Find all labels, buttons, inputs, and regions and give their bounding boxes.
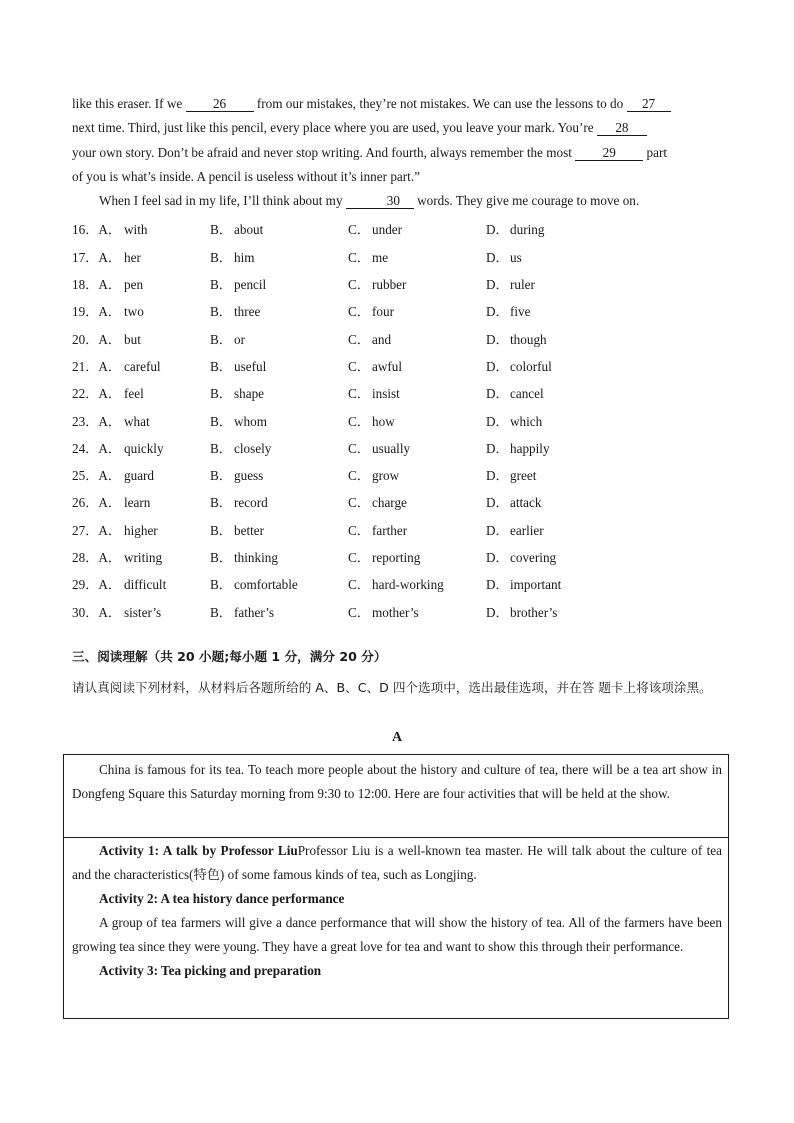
question-row: [72, 380, 722, 407]
question-row: [72, 326, 722, 353]
option-c: and: [372, 331, 392, 347]
option-d: attack: [510, 495, 542, 511]
option-d: during: [510, 222, 545, 238]
option-a: writing: [124, 550, 163, 566]
option-c-letter: C．: [348, 522, 370, 538]
question-number: 18．A．: [72, 277, 122, 293]
section-heading: 三、阅读理解（共 20 小题;每小题 1 分，满分 20 分）: [72, 649, 387, 664]
option-b-letter: B．: [210, 413, 232, 429]
question-row: [72, 408, 722, 435]
cloze-passage: [72, 92, 722, 626]
option-a: quickly: [124, 440, 164, 456]
option-d-letter: D．: [486, 222, 509, 238]
cloze-line-3: [72, 141, 722, 165]
option-c-letter: C．: [348, 222, 370, 238]
option-d: us: [510, 249, 522, 265]
option-a: difficult: [124, 577, 167, 593]
blank-28: 28: [597, 121, 647, 136]
text: like this eraser. If we: [72, 96, 183, 111]
text: your own story. Don’t be afraid and never stop writing. And fourth, always remember the most: [72, 144, 572, 160]
question-row: [72, 544, 722, 571]
question-number: 22．A．: [72, 386, 122, 402]
option-d-letter: D．: [486, 358, 509, 374]
option-b: better: [234, 522, 265, 538]
option-b-letter: B．: [210, 386, 232, 402]
question-number: 24．A．: [72, 440, 122, 456]
option-a: learn: [124, 495, 151, 511]
passage-box: [63, 754, 729, 1019]
question-row: [72, 599, 722, 626]
option-c-letter: C．: [348, 440, 370, 456]
option-c-letter: C．: [348, 495, 370, 511]
blank-29: 29: [575, 146, 643, 161]
question-row: [72, 353, 722, 380]
option-c: how: [372, 413, 395, 429]
option-b-letter: B．: [210, 577, 232, 593]
blank-27: 27: [627, 97, 671, 112]
question-number: 19．A．: [72, 304, 122, 320]
option-d-letter: D．: [486, 550, 509, 566]
option-b-letter: B．: [210, 358, 232, 374]
question-row: [72, 489, 722, 516]
option-b-letter: B．: [210, 440, 232, 456]
cloze-line-4: of you is what’s inside. A pencil is useless without it’s inner part.”: [72, 168, 420, 184]
option-a: higher: [124, 522, 158, 538]
option-b: pencil: [234, 277, 267, 293]
option-c: grow: [372, 468, 400, 484]
option-d: five: [510, 304, 531, 320]
option-c: charge: [372, 495, 407, 511]
option-b-letter: B．: [210, 331, 232, 347]
option-c: me: [372, 249, 389, 265]
question-number: 28．A．: [72, 550, 122, 566]
option-b: three: [234, 304, 261, 320]
activity-1-text: Professor Liu is a well-known tea master. He will talk about the culture of tea and the characteristics(特色) of some famous kinds of tea, such as Longjing.: [72, 843, 722, 882]
option-b-letter: B．: [210, 522, 232, 538]
option-c-letter: C．: [348, 358, 370, 374]
option-d: earlier: [510, 522, 544, 538]
option-d: important: [510, 577, 562, 593]
text: part: [646, 144, 668, 160]
option-b: shape: [234, 386, 265, 402]
option-b-letter: B．: [210, 495, 232, 511]
option-d-letter: D．: [486, 468, 509, 484]
option-a: sister’s: [124, 604, 162, 620]
option-c: hard-working: [372, 577, 444, 593]
option-b: or: [234, 331, 245, 347]
question-row: [72, 244, 722, 271]
option-c-letter: C．: [348, 577, 370, 593]
option-c: four: [372, 304, 394, 320]
passage-intro: China is famous for its tea. To teach more people about the history and culture of tea, there will be a tea art show in Dongfeng Square this Saturday morning from 9:30 to 12:00. Here are four activities that will be held at the show.: [72, 762, 722, 801]
passage-label: A: [391, 730, 403, 745]
option-c-letter: C．: [348, 304, 370, 320]
option-b: useful: [234, 358, 267, 374]
option-c: insist: [372, 386, 400, 402]
option-a: what: [124, 413, 150, 429]
option-b: about: [234, 222, 264, 238]
cloze-line-5: [72, 189, 722, 213]
option-a: but: [124, 331, 141, 347]
option-a: her: [124, 249, 141, 265]
question-row: [72, 298, 722, 325]
option-d-letter: D．: [486, 277, 509, 293]
cloze-line-1: [72, 92, 722, 116]
option-c-letter: C．: [348, 386, 370, 402]
option-b-letter: B．: [210, 249, 232, 265]
option-a: feel: [124, 386, 144, 402]
passage-intro-cell: [72, 758, 722, 806]
option-d-letter: D．: [486, 440, 509, 456]
blank-30: 30: [346, 194, 414, 209]
option-b: him: [234, 249, 255, 265]
table-divider: [64, 837, 728, 838]
option-b: whom: [234, 413, 267, 429]
option-a: careful: [124, 358, 161, 374]
option-a: with: [124, 222, 148, 238]
option-d-letter: D．: [486, 304, 509, 320]
option-d-letter: D．: [486, 604, 509, 620]
blank-26: 26: [186, 97, 254, 112]
text: When I feel sad in my life, I’ll think about my: [99, 193, 343, 209]
question-number: 21．A．: [72, 358, 122, 374]
option-b: guess: [234, 468, 264, 484]
option-d: greet: [510, 468, 537, 484]
option-d: cancel: [510, 386, 544, 402]
option-d-letter: D．: [486, 386, 509, 402]
activity-3-heading: Activity 3: Tea picking and preparation: [99, 963, 322, 978]
cloze-line-2: [72, 116, 722, 140]
activity-2-heading: Activity 2: A tea history dance performance: [99, 891, 345, 906]
option-d: colorful: [510, 358, 552, 374]
option-b: father’s: [234, 604, 275, 620]
option-c: under: [372, 222, 403, 238]
option-b: closely: [234, 440, 272, 456]
activities-cell: [72, 839, 722, 983]
option-b: thinking: [234, 550, 278, 566]
question-row: [72, 517, 722, 544]
option-b-letter: B．: [210, 550, 232, 566]
activity-1-title: Activity 1: A talk by Professor Liu: [99, 843, 298, 858]
option-a: pen: [124, 277, 144, 293]
question-number: 27．A．: [72, 522, 122, 538]
text: from our mistakes, they’re not mistakes. We can use the lessons to do: [256, 96, 624, 111]
question-row: [72, 435, 722, 462]
option-c-letter: C．: [348, 249, 370, 265]
question-number: 30．A．: [72, 604, 122, 620]
option-c-letter: C．: [348, 468, 370, 484]
option-c: reporting: [372, 550, 421, 566]
option-b: comfortable: [234, 577, 298, 593]
option-c: farther: [372, 522, 408, 538]
answer-options: [72, 216, 722, 625]
option-d: though: [510, 331, 547, 347]
option-c-letter: C．: [348, 277, 370, 293]
option-d-letter: D．: [486, 522, 509, 538]
option-c-letter: C．: [348, 604, 370, 620]
option-c: mother’s: [372, 604, 419, 620]
question-number: 17．A．: [72, 249, 122, 265]
question-row: [72, 462, 722, 489]
option-d: happily: [510, 440, 550, 456]
question-row: [72, 571, 722, 598]
option-b-letter: B．: [210, 304, 232, 320]
option-d-letter: D．: [486, 577, 509, 593]
option-c: usually: [372, 440, 411, 456]
option-b: record: [234, 495, 268, 511]
question-row: [72, 216, 722, 243]
option-c-letter: C．: [348, 413, 370, 429]
text: words. They give me courage to move on.: [417, 193, 640, 209]
question-number: 29．A．: [72, 577, 122, 593]
option-d-letter: D．: [486, 413, 509, 429]
option-c-letter: C．: [348, 331, 370, 347]
question-number: 16．A．: [72, 222, 122, 238]
activity-2-title: [72, 887, 722, 911]
question-number: 25．A．: [72, 468, 122, 484]
option-d-letter: D．: [486, 249, 509, 265]
section-instruction: 请认真阅读下列材料，从材料后各题所给的 A、B、C、D 四个选项中，选出最佳选项，并在答 题卡上将该项涂黑。: [72, 680, 712, 695]
option-c-letter: C．: [348, 550, 370, 566]
text: next time. Third, just like this pencil, every place where you are used, you leave your mark. You’re: [72, 120, 594, 136]
option-b-letter: B．: [210, 277, 232, 293]
question-number: 26．A．: [72, 495, 122, 511]
option-b-letter: B．: [210, 604, 232, 620]
activity-3-title: [72, 959, 722, 983]
option-d: covering: [510, 550, 557, 566]
question-row: [72, 271, 722, 298]
option-a: guard: [124, 468, 155, 484]
question-number: 20．A．: [72, 331, 122, 347]
question-number: 23．A．: [72, 413, 122, 429]
option-d: ruler: [510, 277, 535, 293]
option-d: brother’s: [510, 604, 558, 620]
option-d-letter: D．: [486, 495, 509, 511]
option-b-letter: B．: [210, 222, 232, 238]
option-d-letter: D．: [486, 331, 509, 347]
option-b-letter: B．: [210, 468, 232, 484]
activity-1: [72, 839, 722, 887]
activity-2-text: A group of tea farmers will give a dance performance that will show the history of tea. All of the farmers have been growing tea since they were young. They have a great love for tea and want to show this through their performance.: [72, 915, 722, 954]
option-a: two: [124, 304, 144, 320]
option-c: rubber: [372, 277, 407, 293]
option-c: awful: [372, 358, 403, 374]
option-d: which: [510, 413, 543, 429]
